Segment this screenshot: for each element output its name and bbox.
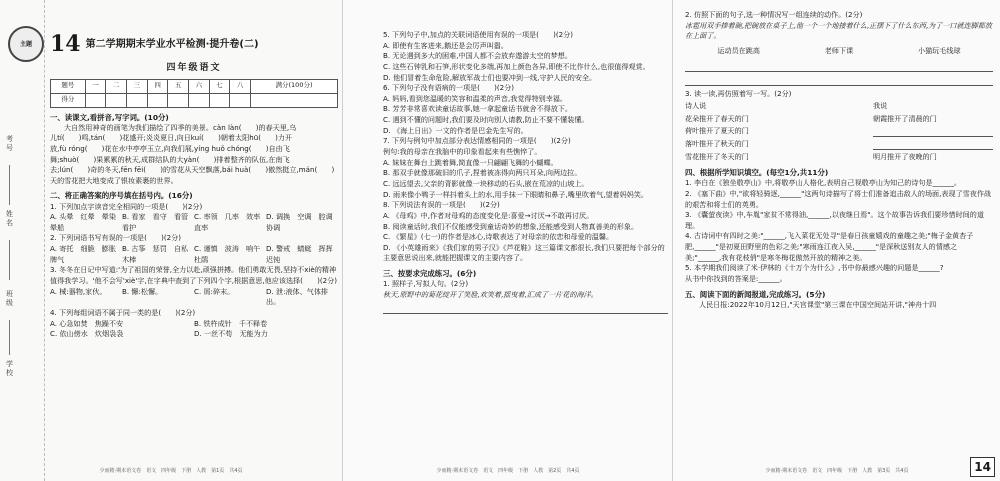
question-1-options [50, 212, 338, 233]
option[interactable]: C. 率领 几率 效率 直率 [194, 212, 268, 232]
option[interactable]: C. 遇到不懂的问题时,我们要及时向别人请教,防止不要不懂装懂。 [383, 115, 589, 125]
option[interactable]: A. 械:器物,家伙。 [50, 286, 107, 296]
question-9-example: 秋天,原野中的菊花绽开了笑脸,欢笑着,摇曳着,汇成了一片花的海洋。 [383, 289, 598, 299]
section-1-passage: 大自然用神奇的画笔为我们描绘了四季的美景。càn làn( )的春天里,乌 [64, 122, 297, 132]
column-3-body [685, 10, 993, 310]
poem-right: 朝霞推开了清晨的门 [873, 113, 937, 123]
news-passage: 人民日报:2022年10月12日,"天宫课堂"第三课在中国空间站开讲,"神舟十四 [699, 299, 937, 309]
question-9: 1. 照样子,写拟人句。(2分) [383, 279, 469, 289]
score-input[interactable] [85, 93, 106, 107]
section-2-heading: 二、将正确答案的序号填在括号内。(16分) [50, 191, 193, 201]
question-10-choices [685, 46, 993, 57]
option[interactable]: D. 调换 空调 腔调 协调 [266, 212, 340, 232]
fill-item[interactable]: 1. 李白在《独坐敬亭山》中,将敬亭山人格化,表明自己视敬亭山为知己的诗句是______。 [685, 178, 961, 188]
poem-left: 花朵推开了春天的门 [685, 113, 749, 123]
score-input[interactable] [251, 93, 338, 107]
question-10: 2. 仿照下面的句子,选一种情况写一组连续的动作。(2分) [685, 10, 863, 19]
binding-line [9, 320, 10, 355]
answer-line[interactable] [383, 303, 668, 314]
exam-subtitle: 四年级语文 [166, 63, 222, 73]
question-8: 8. 下列说法有误的一项是( )(2分) [383, 200, 500, 210]
question-3: 3. 冬冬在日记中写道:'为了祖国的荣誉,全力以赴,顽强拼搏。他们勇敢无畏,坚持不xiè的精神值得我学习。'他不会写'xiè'字,在字典中查到了下列四个字,根据意思,他应该选择( )(2分) [50, 265, 338, 286]
choice[interactable]: 运动员在跳高 [717, 45, 760, 55]
binding-label-name: 姓名 [5, 210, 14, 228]
binding-label-school: 学校 [5, 360, 14, 378]
section-1-passage: 儿tí( )鸣,tán( )花盛开;炎炎夏日,向日kuí( )朝着太阳hū( )力开 [50, 133, 293, 143]
question-4-options [50, 319, 338, 340]
option[interactable]: A. 即使有生客进来,鹅还是会厉声叫嚣。 [383, 40, 508, 50]
fill-item[interactable]: 3. 《囊萤夜读》中,车胤"家贫不常得油,______,以夜继日焉"。这个故事告诉我们要珍惜时间的道理。 [685, 210, 984, 230]
binding-label-exam-id: 考号 [5, 135, 14, 153]
poem-row [685, 139, 993, 150]
option[interactable]: C. 远远望去,父亲的背影就像一块移动的石头,嵌在荒凉的山坡上。 [383, 178, 589, 188]
option[interactable]: B. 那双手就像那破旧的爪子,捏着被冻得向两只耳朵,向两边拉。 [383, 168, 582, 178]
question-5: 5. 下列句子中,加点的关联词语使用有误的一项是( )(2分) [383, 30, 574, 39]
question-2: 2. 下列词语书写有误的一项是( )(2分) [50, 233, 182, 243]
poem-right: 我说 [873, 101, 888, 111]
section-1-passage: 舞;shuò( )果累累的秋天,成群结队的大yàn( )排着整齐的队伍,在南飞 [50, 154, 290, 164]
section-1-heading: 一、读课文,看拼音,写字词。(10分) [50, 112, 169, 122]
question-11: 3. 读一读,再仿照着写一写。(2分) [685, 88, 792, 98]
question-2-options [50, 244, 338, 265]
column-2 [342, 0, 673, 481]
score-cell: 二 [106, 79, 127, 93]
section-3-heading: 三、按要求完成练习。(6分) [383, 269, 477, 279]
score-input[interactable] [106, 93, 127, 107]
option[interactable]: D. 一丝不苟 无能为力 [194, 329, 268, 339]
exam-title-text: 第二学期期末学业水平检测·提升卷(二) [85, 39, 259, 50]
answer-line[interactable] [873, 139, 993, 150]
answer-line[interactable] [685, 75, 993, 86]
binding-line [9, 240, 10, 280]
question-7: 7. 下列与例句中加点部分表达情感相同的一项是( )(2分) [383, 136, 571, 146]
option[interactable]: B. 芳芳非常喜欢读童话故事,她一拿起童话书就舍不得放下。 [383, 104, 572, 114]
score-input[interactable] [189, 93, 210, 107]
option[interactable]: C. 依山傍水 炊烟袅袅 [50, 329, 124, 339]
poem-row [685, 126, 993, 137]
question-4: 4. 下列每组词语不属于同一类的是( )(2分) [50, 307, 196, 317]
option[interactable]: C. 谨慎 波涛 响午 杜鹃 [194, 244, 268, 264]
poem-left: 落叶推开了秋天的门 [685, 139, 749, 149]
poem-row [685, 152, 993, 163]
poem-row [685, 114, 993, 125]
column-1-body [50, 28, 338, 340]
option[interactable]: C. 这些石钟乳和石笋,形状变化多端,再加上颜色各异,即使不比作什么,也很值得观赏。 [383, 61, 650, 71]
option[interactable]: D. 他们冒着生命危险,解放军战士们也要冲到一线,守护人民的安全。 [383, 72, 597, 82]
poem-left: 荷叶推开了夏天的门 [685, 126, 749, 136]
question-10-example: 冰雹用双手捧着碗,把碗放在桌子上,他一个一个地接着什么,正摆下了什么东西,为了一口就连脚都放在上面了。 [685, 20, 992, 41]
section-4-heading: 四、根据所学知识填空。(每空1分,共11分) [685, 168, 829, 178]
question-7-example: 例句:我的母亲在我脑中的印象看起来有些憔悴了。 [383, 147, 542, 157]
answer-line[interactable] [873, 126, 993, 137]
score-table [50, 79, 338, 108]
binding-strip [0, 0, 45, 481]
score-input[interactable] [230, 93, 251, 107]
fill-item[interactable]: 5. 本学期我们阅读了米·伊林的《十万个为什么》,书中你最感兴趣的问题是______? [685, 263, 944, 273]
score-input[interactable] [147, 93, 168, 107]
score-input[interactable] [168, 93, 189, 107]
column-3 [672, 0, 1000, 481]
page-badge: 14 [970, 457, 995, 477]
option[interactable]: A. 妹妹在舞台上跳着舞,简直像一只翩翩飞舞的小蝴蝶。 [383, 157, 558, 167]
option[interactable]: A. 寄托 细脆 膨胀 牌气 [50, 244, 124, 264]
answer-line[interactable] [685, 61, 993, 72]
score-cell: 八 [230, 79, 251, 93]
option[interactable]: D. 泄:液体、气体排出。 [266, 286, 329, 307]
choice[interactable]: 小猫玩毛线球 [918, 45, 961, 55]
question-3-options [50, 287, 338, 308]
page-footer: 少而精·期末语文卷 语文 四年级 下册 人教 第1页 共4页 [99, 467, 243, 474]
fill-item[interactable]: 从书中你找到的答案是:______。 [685, 274, 787, 283]
score-cell: 四 [147, 79, 168, 93]
score-cell: 七 [209, 79, 230, 93]
option[interactable]: B. 铁杵成针 千不释卷 [194, 318, 268, 328]
score-cell: 题号 [51, 79, 86, 93]
score-header-row [51, 79, 338, 93]
score-input[interactable] [127, 93, 148, 107]
poem-row [685, 101, 993, 112]
score-cell: 三 [127, 79, 148, 93]
option[interactable]: B. 看家 看守 看管 看护 [122, 212, 196, 232]
fill-item[interactable]: 4. 古诗词中有四时之美:"______,飞入菜花无处寻"是春日孩童嬉戏的童趣之美;"梅子金黄杏子肥,______"是初夏田野里的色彩之美;"寒雨连江夜入吴,______"是深秋送别友人的情感之美;"______,我有花枝俏"是寒冬梅花傲然开放的精神之美。 [685, 231, 974, 262]
fill-item[interactable]: 2. 《塞下曲》中,"欲将轻骑逐,______"这两句诗描写了将士们准备追击敌人的场面,表现了雪夜作战的艰苦和将士们的英勇。 [685, 188, 992, 209]
option[interactable]: C. 《繁星》(七一)的作者是冰心,诗歌表达了对母亲的依恋和母爱的温馨。 [383, 232, 614, 242]
option[interactable]: D. 《海上日出》一文的作者是巴金先生写的。 [383, 125, 528, 135]
score-value-row [51, 93, 338, 107]
binding-label-class: 班级 [5, 290, 14, 308]
option[interactable]: C. 屑:碎末。 [194, 286, 235, 296]
option[interactable]: A. 头晕 红晕 晕染 晕船 [50, 212, 124, 232]
option[interactable]: B. 懈:松懈。 [122, 286, 163, 296]
choice[interactable]: 老师下课 [824, 45, 854, 55]
page-footer: 少而精·期末语文卷 语文 四年级 下册 人教 第2页 共4页 [436, 467, 580, 474]
section-1-passage: 去;lún( )奇的冬天,fēn fēi( )的雪花从天空飘落,bái huà( )傲然挺立,mán( )天的雪花把大地变成了银妆素裹的世界。 [50, 165, 335, 185]
option[interactable]: B. 阅读童话时,我们不仅能感受到童话奇妙的想象,还能感受到人物真善美的形象。 [383, 221, 639, 231]
poem-left: 雪花推开了冬天的门 [685, 152, 749, 162]
option[interactable]: A. 妈妈,看到您温暖的笑容和温柔的声音,我觉得特别幸福。 [383, 93, 567, 103]
score-cell: 五 [168, 79, 189, 93]
option[interactable]: D. 雨来像小鸭子一样抖着头上的水,用手抹一下眼睛和鼻子,嘴里吹着气,望着妈妈笑。 [383, 189, 649, 199]
score-cell: 六 [189, 79, 210, 93]
score-cell: 满分(100分) [251, 79, 338, 93]
score-cell: 得分 [51, 93, 86, 107]
page-footer: 少而精·期末语文卷 语文 四年级 下册 人教 第3页 共4页 [765, 467, 909, 474]
option[interactable]: B. 无论遇到多大的困难,中国人都不会放弃遨游太空的梦想。 [383, 51, 572, 61]
binding-line [9, 165, 10, 205]
option[interactable]: A. 心急如焚 焦躁不安 [50, 318, 124, 328]
exam-number: 14 [50, 31, 81, 57]
column-2-body [383, 30, 668, 317]
option[interactable]: B. 古筝 惩罚 自私 木棒 [122, 244, 196, 264]
question-6: 6. 下列句子没有语病的一项是( )(2分) [383, 83, 515, 93]
score-cell: 一 [85, 79, 106, 93]
logo: 主题 [8, 26, 44, 62]
exam-title [50, 28, 338, 61]
section-1-passage: 放,fù róng( )花在水中亭亭玉立,向我们展,yíng huǒ chóng( )自由飞 [50, 143, 290, 153]
column-1 [0, 0, 342, 481]
poem-right: 明月推开了夜晚的门 [873, 152, 937, 162]
question-1: 1. 下列加点字读音完全相同的一项是( )(2分) [50, 201, 203, 211]
option[interactable]: A. 《母鸡》中,作者对母鸡的态度变化是:喜爱→讨厌→不敢再讨厌。 [383, 210, 594, 220]
section-5-heading: 五、阅读下面的新闻报道,完成练习。(5分) [685, 289, 826, 299]
poem-left: 诗人说 [685, 101, 707, 111]
option[interactable]: D. 《小英雄雨来》《我们家的男子汉》《芦花鞋》这三篇课文都很长,我们只要把每个部分的主要意思说出来,就能把握课文的主要内容了。 [383, 242, 665, 263]
option[interactable]: D. 警戒 蜻蜓 挥挥 迟钝 [266, 244, 340, 264]
score-input[interactable] [209, 93, 230, 107]
